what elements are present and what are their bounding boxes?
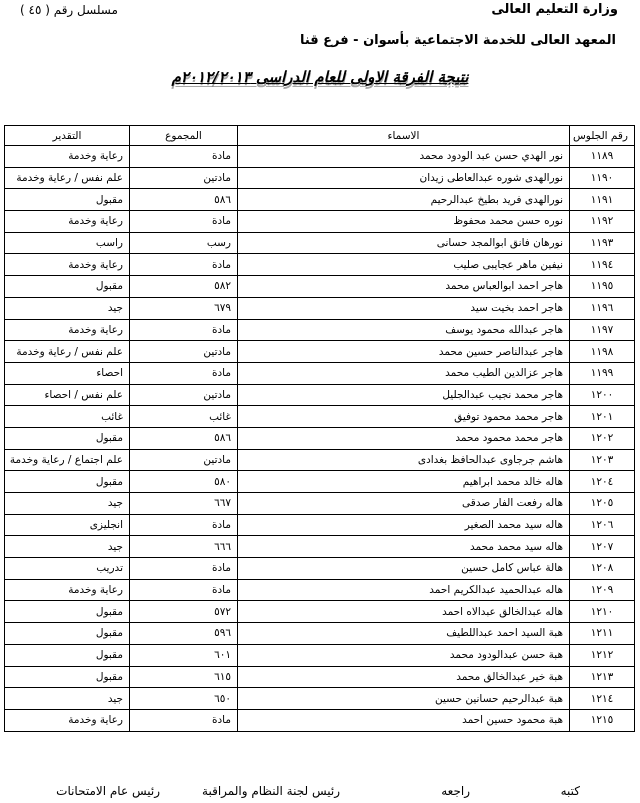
grade-cell: مقبول <box>5 471 130 493</box>
name-cell: هاله رفعت الفار صدقى <box>238 493 570 515</box>
total-cell: رسب <box>130 232 238 254</box>
table-row <box>5 146 635 168</box>
grade-cell: رعاية وخدمة <box>5 579 130 601</box>
grade-cell: غائب <box>5 406 130 428</box>
seat-cell: ١٢٠٠ <box>570 384 635 406</box>
grade-cell: مقبول <box>5 644 130 666</box>
grade-cell: مقبول <box>5 276 130 298</box>
grade-cell: راسب <box>5 232 130 254</box>
seat-cell: ١٢١٤ <box>570 688 635 710</box>
seat-cell: ١٢٠٩ <box>570 579 635 601</box>
results-table <box>4 125 635 732</box>
name-cell: نور الهدي حسن عبد الودود محمد <box>238 146 570 168</box>
total-cell: مادة <box>130 579 238 601</box>
total-cell: ٦٥٠ <box>130 688 238 710</box>
total-cell: ٦٧٩ <box>130 297 238 319</box>
ministry-name: وزارة التعليم العالى <box>491 2 618 17</box>
name-cell: نوره حسن محمد محفوظ <box>238 211 570 233</box>
name-cell: هبة السيد احمد عبداللطيف <box>238 623 570 645</box>
table-row <box>5 319 635 341</box>
grade-cell: رعاية وخدمة <box>5 211 130 233</box>
seat-cell: ١١٩٠ <box>570 167 635 189</box>
seat-cell: ١١٩٤ <box>570 254 635 276</box>
grade-cell: جيد <box>5 536 130 558</box>
grade-cell: جيد <box>5 297 130 319</box>
table-row <box>5 579 635 601</box>
table-row <box>5 709 635 731</box>
total-cell: مادة <box>130 254 238 276</box>
name-cell: هبة محمود حسين احمد <box>238 709 570 731</box>
total-cell: ٥٧٢ <box>130 601 238 623</box>
table-row <box>5 297 635 319</box>
name-cell: هاله خالد محمد ابراهيم <box>238 471 570 493</box>
footer-reviewer: راجعه <box>441 784 470 798</box>
grade-cell: تدريب <box>5 558 130 580</box>
seat-cell: ١١٩١ <box>570 189 635 211</box>
grade-cell: رعاية وخدمة <box>5 254 130 276</box>
name-cell: هاجر عبدالله محمود يوسف <box>238 319 570 341</box>
seat-cell: ١١٩٨ <box>570 341 635 363</box>
table-row <box>5 167 635 189</box>
seat-cell: ١٢١٥ <box>570 709 635 731</box>
institute-name: المعهد العالى للخدمة الاجتماعية بأسوان - فرع قنا <box>299 33 616 48</box>
grade-cell: مقبول <box>5 623 130 645</box>
table-row <box>5 384 635 406</box>
table-row <box>5 341 635 363</box>
name-cell: نورهان فانق ابوالمجد حسانى <box>238 232 570 254</box>
name-cell: هاجر محمد محمود توفيق <box>238 406 570 428</box>
header-seat: رقم الجلوس <box>570 126 635 146</box>
name-cell: هبة عبدالرحيم حسانين حسين <box>238 688 570 710</box>
total-cell: مادة <box>130 514 238 536</box>
seat-cell: ١٢٠٧ <box>570 536 635 558</box>
seat-cell: ١٢٠٣ <box>570 449 635 471</box>
header-grade: التقدير <box>5 126 130 146</box>
grade-cell: مقبول <box>5 601 130 623</box>
total-cell: ٦٦٧ <box>130 493 238 515</box>
total-cell: مادة <box>130 362 238 384</box>
table-row <box>5 362 635 384</box>
table-row <box>5 449 635 471</box>
grade-cell: رعاية وخدمة <box>5 146 130 168</box>
seat-cell: ١١٩٧ <box>570 319 635 341</box>
name-cell: هاله عبدالخالق عبدالاه احمد <box>238 601 570 623</box>
total-cell: ٥٨٠ <box>130 471 238 493</box>
results-table-body <box>5 146 635 732</box>
grade-cell: جيد <box>5 493 130 515</box>
name-cell: هاله عبدالحميد عبدالكريم احمد <box>238 579 570 601</box>
table-row <box>5 601 635 623</box>
table-row <box>5 558 635 580</box>
name-cell: نورالهدى فريد بطيخ عبدالرحيم <box>238 189 570 211</box>
name-cell: هاله سيد محمد محمد <box>238 536 570 558</box>
table-row <box>5 536 635 558</box>
seat-cell: ١٢٠٥ <box>570 493 635 515</box>
grade-cell: رعاية وخدمة <box>5 319 130 341</box>
seat-cell: ١٢٠١ <box>570 406 635 428</box>
seat-cell: ١٢٠٦ <box>570 514 635 536</box>
seat-cell: ١١٨٩ <box>570 146 635 168</box>
table-row <box>5 254 635 276</box>
name-cell: هاشم جرجاوى عبدالحافظ بغدادى <box>238 449 570 471</box>
footer-exams-head: رئيس عام الامتحانات <box>56 784 160 798</box>
seat-cell: ١٢١١ <box>570 623 635 645</box>
header-total: المجموع <box>130 126 238 146</box>
footer-writer: كتبه <box>560 784 580 798</box>
grade-cell: انجليزى <box>5 514 130 536</box>
table-row <box>5 189 635 211</box>
serial-number: مسلسل رقم ( ٤٥ ) <box>20 3 118 17</box>
name-cell: هاجر محمد محمود محمد <box>238 427 570 449</box>
table-row <box>5 644 635 666</box>
table-row <box>5 688 635 710</box>
total-cell: مادتين <box>130 384 238 406</box>
name-cell: هاجر احمد بخيت سيد <box>238 297 570 319</box>
grade-cell: جيد <box>5 688 130 710</box>
grade-cell: علم نفس / رعاية وخدمة <box>5 167 130 189</box>
table-row <box>5 427 635 449</box>
total-cell: مادة <box>130 558 238 580</box>
table-row <box>5 406 635 428</box>
table-row <box>5 493 635 515</box>
table-row <box>5 276 635 298</box>
seat-cell: ١٢١٢ <box>570 644 635 666</box>
header-name: الاسماء <box>238 126 570 146</box>
seat-cell: ١١٩٣ <box>570 232 635 254</box>
total-cell: ٦١٥ <box>130 666 238 688</box>
document-title: نتيجة الفرقة الاولى للعام الدراسى ٢٠١٢/٢٠١٣م <box>171 68 469 86</box>
grade-cell: مقبول <box>5 189 130 211</box>
name-cell: هاجر محمد نجيب عبدالجليل <box>238 384 570 406</box>
table-row <box>5 232 635 254</box>
total-cell: مادة <box>130 319 238 341</box>
name-cell: هالة عباس كامل حسين <box>238 558 570 580</box>
signatures-footer <box>0 784 640 802</box>
total-cell: ٥٩٦ <box>130 623 238 645</box>
total-cell: ٥٨٦ <box>130 427 238 449</box>
name-cell: هاجر عبدالناصر حسين محمد <box>238 341 570 363</box>
grade-cell: مقبول <box>5 666 130 688</box>
grade-cell: مقبول <box>5 427 130 449</box>
total-cell: مادتين <box>130 167 238 189</box>
total-cell: مادة <box>130 709 238 731</box>
seat-cell: ١٢١٣ <box>570 666 635 688</box>
seat-cell: ١٢١٠ <box>570 601 635 623</box>
table-row <box>5 666 635 688</box>
seat-cell: ١١٩٢ <box>570 211 635 233</box>
grade-cell: علم نفس / رعاية وخدمة <box>5 341 130 363</box>
seat-cell: ١١٩٦ <box>570 297 635 319</box>
grade-cell: رعاية وخدمة <box>5 709 130 731</box>
total-cell: ٥٨٦ <box>130 189 238 211</box>
table-header-row <box>5 126 635 146</box>
total-cell: غائب <box>130 406 238 428</box>
table-row <box>5 514 635 536</box>
total-cell: ٦٦٦ <box>130 536 238 558</box>
name-cell: هبة حسن عبدالودود محمد <box>238 644 570 666</box>
seat-cell: ١١٩٩ <box>570 362 635 384</box>
grade-cell: علم نفس / احصاء <box>5 384 130 406</box>
total-cell: مادة <box>130 146 238 168</box>
seat-cell: ١١٩٥ <box>570 276 635 298</box>
name-cell: نورالهدى شوره عبدالعاطى زيدان <box>238 167 570 189</box>
footer-committee-head: رئيس لجنة النظام والمراقبة <box>202 784 340 798</box>
table-row <box>5 471 635 493</box>
name-cell: هاله سيد محمد الصغير <box>238 514 570 536</box>
name-cell: هاجر احمد ابوالعباس محمد <box>238 276 570 298</box>
grade-cell: احصاء <box>5 362 130 384</box>
total-cell: ٥٨٢ <box>130 276 238 298</box>
table-row <box>5 623 635 645</box>
name-cell: هبة خير عبدالخالق محمد <box>238 666 570 688</box>
seat-cell: ١٢٠٤ <box>570 471 635 493</box>
name-cell: نيفين ماهر عجايبى صليب <box>238 254 570 276</box>
total-cell: مادتين <box>130 449 238 471</box>
table-row <box>5 211 635 233</box>
name-cell: هاجر عزالدين الطيب محمد <box>238 362 570 384</box>
total-cell: مادة <box>130 211 238 233</box>
grade-cell: علم اجتماع / رعاية وخدمة <box>5 449 130 471</box>
seat-cell: ١٢٠٢ <box>570 427 635 449</box>
seat-cell: ١٢٠٨ <box>570 558 635 580</box>
total-cell: مادتين <box>130 341 238 363</box>
total-cell: ٦٠١ <box>130 644 238 666</box>
